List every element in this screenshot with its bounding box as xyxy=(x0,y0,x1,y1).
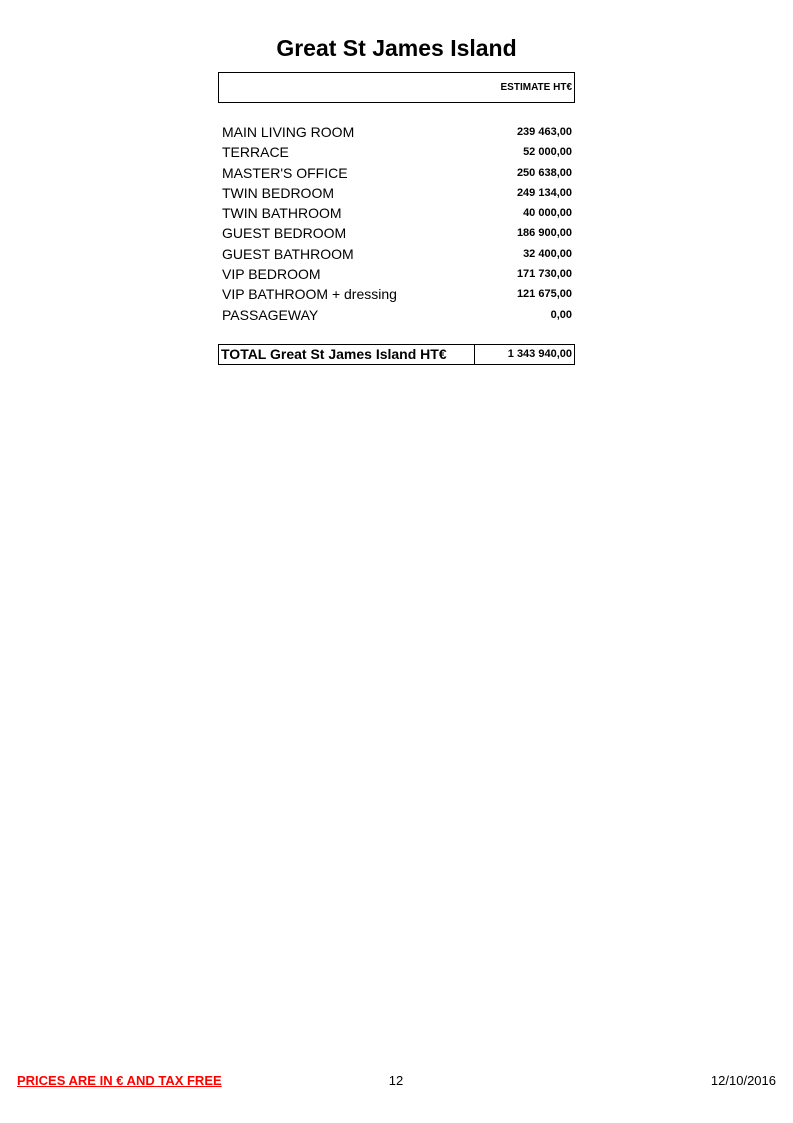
estimate-item-label: MAIN LIVING ROOM xyxy=(222,124,355,140)
total-value: 1 343 940,00 xyxy=(507,348,572,360)
estimate-item-value: 52 000,00 xyxy=(523,146,572,159)
estimate-item xyxy=(218,122,575,142)
estimate-item-label: VIP BATHROOM + dressing xyxy=(222,286,397,303)
estimate-item-label: VIP BEDROOM xyxy=(222,266,321,283)
total-row xyxy=(218,344,575,365)
estimate-item xyxy=(218,223,575,243)
estimate-header-box xyxy=(218,72,575,103)
estimate-item-label: GUEST BEDROOM xyxy=(222,225,347,242)
estimate-item-label: GUEST BATHROOM xyxy=(222,245,354,262)
estimate-item xyxy=(218,142,575,162)
prices-note: PRICES ARE IN € AND TAX FREE xyxy=(17,1073,222,1088)
estimate-item-label: MASTER'S OFFICE xyxy=(222,164,348,181)
estimate-item xyxy=(218,284,575,304)
estimate-item xyxy=(218,163,575,183)
estimate-item-value: 250 638,00 xyxy=(516,166,572,179)
estimate-items-list xyxy=(218,122,575,325)
estimate-item-label: TERRACE xyxy=(222,144,289,161)
estimate-item xyxy=(218,183,575,203)
total-divider xyxy=(474,345,475,364)
estimate-item-value: 40 000,00 xyxy=(523,207,572,220)
estimate-column-header: ESTIMATE HT€ xyxy=(500,82,572,93)
estimate-item xyxy=(218,264,575,284)
estimate-item-value: 186 900,00 xyxy=(516,227,572,240)
estimate-item-value: 249 134,00 xyxy=(516,186,572,199)
document-date: 12/10/2016 xyxy=(710,1073,776,1088)
estimate-item xyxy=(218,305,575,325)
estimate-item-value: 0,00 xyxy=(550,308,572,321)
estimate-item xyxy=(218,203,575,223)
estimate-item-value: 121 675,00 xyxy=(516,288,572,301)
estimate-item-label: TWIN BATHROOM xyxy=(222,205,342,222)
estimate-item-label: PASSAGEWAY xyxy=(222,306,319,323)
page-number: 12 xyxy=(388,1073,404,1088)
estimate-item xyxy=(218,244,575,264)
estimate-item-label: TWIN BEDROOM xyxy=(222,184,334,201)
total-label: TOTAL Great St James Island HT€ xyxy=(221,346,447,362)
page-title: Great St James Island xyxy=(276,35,517,61)
estimate-item-value: 171 730,00 xyxy=(516,268,572,281)
estimate-item-value: 239 463,00 xyxy=(516,126,572,138)
estimate-item-value: 32 400,00 xyxy=(523,247,572,260)
